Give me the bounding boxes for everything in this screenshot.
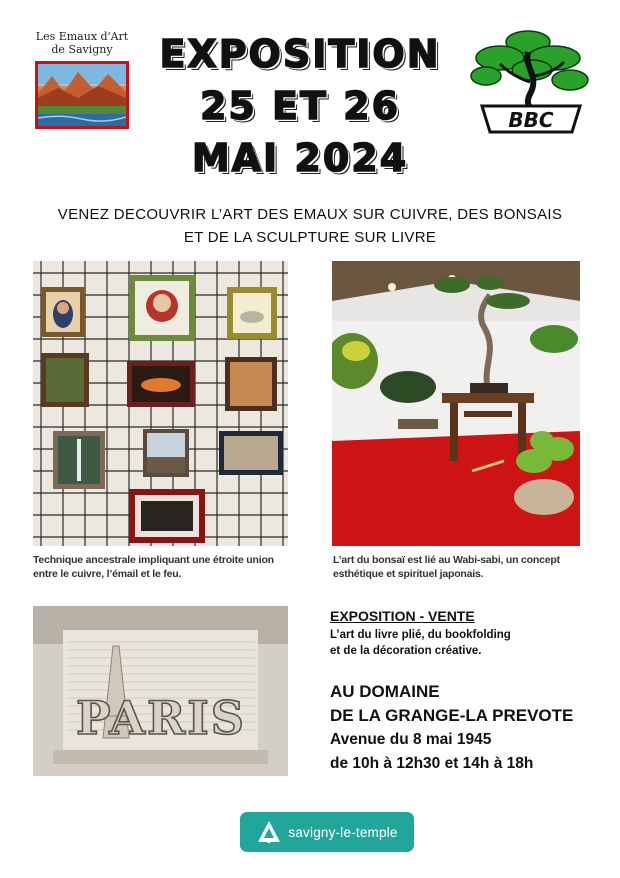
enamel-caption xyxy=(33,553,293,581)
enamel-caption-line2: entre le cuivre, l’émail et le feu. xyxy=(33,568,182,580)
town-logo-text: savigny-le-temple xyxy=(288,824,398,840)
expo-vente-text xyxy=(330,627,590,659)
title-line2: 25 ET 26 xyxy=(199,84,401,128)
tree-icon xyxy=(256,819,282,845)
emaux-art-logo xyxy=(26,30,138,129)
bbc-logo-text: BBC xyxy=(508,108,554,132)
venue-line1: AU DOMAINE xyxy=(330,682,440,701)
book-sculpture-word: PARIS xyxy=(76,691,246,745)
title-line1: EXPOSITION xyxy=(159,32,441,76)
expo-vente-title: EXPOSITION - VENTE xyxy=(330,608,475,624)
bonsai-caption-line1: L’art du bonsaï est lié au Wabi-sabi, un concept xyxy=(333,554,560,566)
club-name-line1: Les Emaux d'Art xyxy=(35,30,129,43)
bonsai-caption xyxy=(333,553,603,581)
venue-hours: de 10h à 12h30 et 14h à 18h xyxy=(330,755,534,772)
venue-address: Avenue du 8 mai 1945 xyxy=(330,731,492,748)
title-line3: MAI 2024 xyxy=(191,136,409,180)
bbc-bonsai-logo xyxy=(470,24,592,134)
venue-info xyxy=(330,680,610,776)
book-sculpture-photo xyxy=(33,606,288,776)
expo-vente-line2: et de la décoration créative. xyxy=(330,645,482,657)
bonsai-caption-line2: esthétique et spirituel japonais. xyxy=(333,568,484,580)
club-name-line2: de Savigny xyxy=(51,43,113,56)
expo-vente-line1: L’art du livre plié, du bookfolding xyxy=(330,629,511,641)
enamel-caption-line1: Technique ancestrale impliquant une étroite union xyxy=(33,554,274,566)
event-title xyxy=(150,28,450,184)
enamel-landscape-tile xyxy=(35,61,129,129)
intro-text xyxy=(20,203,600,249)
bonsai-exhibit-photo xyxy=(332,261,580,546)
savigny-le-temple-logo xyxy=(240,812,414,852)
intro-line2: ET DE LA SCULPTURE SUR LIVRE xyxy=(183,229,437,246)
enamel-artwork-photo xyxy=(33,261,288,546)
venue-line2: DE LA GRANGE-LA PREVOTE xyxy=(330,706,574,725)
intro-line1: VENEZ DECOUVRIR L’ART DES EMAUX SUR CUIVRE, DES BONSAIS xyxy=(57,206,563,223)
